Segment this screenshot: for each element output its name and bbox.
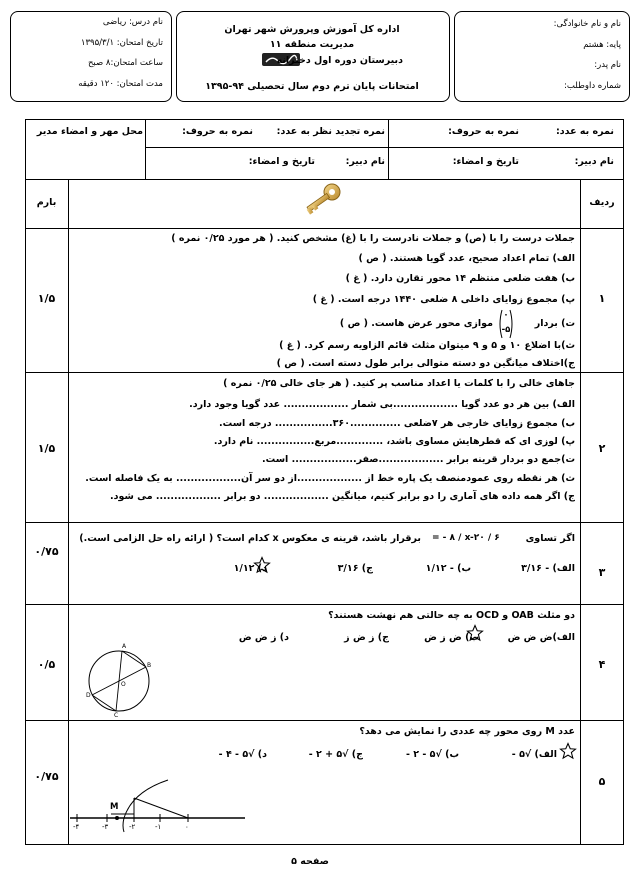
- teacher2-sign-label: تاریخ و امضاء:: [248, 156, 315, 167]
- teacher2-name-label: نام دبیر:: [345, 156, 385, 167]
- q5-option-c: ج) √۵ + ۲ -: [308, 749, 363, 760]
- stamp-label: محل مهر و امضاء مدیر: [36, 126, 143, 137]
- teacher-sign-label: تاریخ و امضاء:: [452, 156, 519, 167]
- row-column-header: ردیف: [589, 197, 615, 208]
- q4-point-o: O: [121, 681, 126, 688]
- key-icon: [300, 182, 344, 222]
- exam-time-label: ساعت امتحان:۸ صبح: [87, 58, 163, 68]
- q1-item-d-prefix: ت) بردار: [534, 318, 575, 329]
- teacher-name-label: نام دبیر:: [574, 156, 614, 167]
- seat-number-label: شماره داوطلب:: [564, 81, 621, 91]
- q2-number: ۲: [598, 442, 606, 455]
- q1-item-c: پ) مجموع زوایای داخلی ۸ ضلعی ۱۴۴۰ درجه است. ( غ ): [312, 294, 575, 305]
- q5-tick-label: -۲: [129, 823, 136, 831]
- grade-label: پایه: هشتم: [583, 40, 621, 50]
- q2-item-a: الف) بین هر دو عدد گویا ..................بی شمار .................. عدد گویا وجود دارد.: [189, 399, 575, 410]
- q5-point-m: M: [110, 802, 119, 812]
- q1-item-e: ث)با اضلاع ۱۰ و ۵ و ۹ میتوان مثلث قائم الزاویه رسم کرد. ( غ ): [279, 340, 575, 351]
- score-digits-label: نمره به عدد:: [555, 126, 614, 137]
- father-name-label: نام پدر:: [594, 60, 621, 70]
- score-column-header: بارم: [36, 197, 57, 208]
- q4-point-d: D: [86, 692, 91, 699]
- q3-equation-right: = - ۸ / x: [432, 533, 471, 543]
- q1-vector-top: ۰: [503, 310, 509, 320]
- district-title: مدیریت منطقه ۱۱: [269, 39, 355, 50]
- q5-option-d: د) √۵ - ۴ -: [218, 749, 267, 760]
- q5-title: عدد M روی محور چه عددی را نمایش می دهد؟: [359, 726, 575, 737]
- q4-option-d: د) ز ض ض: [238, 632, 289, 643]
- q4-number: ۴: [598, 658, 606, 671]
- exam-date-label: تاریخ امتحان: ۱۳۹۵/۳/۱: [80, 38, 163, 48]
- q5-number-line: [70, 774, 246, 834]
- q2-item-f: ج) اگر همه داده های آماری را دو برابر کنیم، میانگین .................. دو برابر .................. می شود.: [110, 491, 575, 502]
- q4-option-b: ب) ض ز ض: [424, 632, 479, 643]
- q2-score: ۱/۵: [37, 442, 56, 455]
- q1-item-f: ج)اختلاف میانگین دو دسته متوالی برابر طول دسته است. ( ص ): [276, 358, 575, 369]
- q3-title-b: برقرار باشد، قرینه ی معکوس x کدام است؟ ( ارائه راه حل الزامی است.): [79, 533, 421, 544]
- q4-option-c: ج) ز ض ز: [344, 632, 389, 643]
- office-title: اداره کل آموزش وپرورش شهر تهران: [224, 24, 400, 35]
- score-letters-label: نمره به حروف:: [448, 126, 519, 137]
- q1-title: جملات درست را با (ص) و جملات نادرست را با (غ) مشخص کنید. ( هر مورد ۰/۲۵ نمره ): [171, 233, 575, 244]
- q5-tick-label: -۱: [155, 823, 162, 831]
- q2-item-e: ث) هر نقطه روی عمودمنصف یک پاره خط از ..................از دو سر آن.................. به یک فاصله است.: [85, 473, 575, 484]
- q5-tick-label: -۳: [102, 823, 109, 831]
- q1-vector: [497, 308, 515, 340]
- q5-score: ۰/۷۵: [34, 770, 59, 783]
- subject-label: نام درس: ریاضی: [102, 17, 163, 27]
- school-title: دبیرستان دوره اول دخترانه: [276, 55, 403, 66]
- q1-item-a: الف) تمام اعداد صحیح، عدد گویا هستند. ( ص ): [358, 253, 575, 264]
- q1-vector-bottom: -۵: [501, 325, 511, 335]
- q4-circle-diagram: [86, 645, 156, 717]
- q3-option-a: الف) - ۳/۱۶: [521, 563, 575, 574]
- q1-score: ۱/۵: [37, 292, 56, 305]
- q3-score: ۰/۷۵: [34, 545, 59, 558]
- q3-option-c: ج) ۳/۱۶: [337, 563, 373, 574]
- q1-number: ۱: [598, 292, 606, 305]
- rescore-digits-label: نمره تجدید نظر به عدد:: [276, 126, 385, 137]
- q5-answer-star-icon: [559, 742, 577, 760]
- exam-duration-label: مدت امتحان: ۱۲۰ دقیقه: [78, 79, 163, 89]
- page-number: صفحه ۵: [291, 856, 329, 867]
- q5-option-a: الف) √۵ -: [511, 749, 557, 760]
- q2-item-c: پ) لوزی ای که قطرهایش مساوی باشد، .............مربع................ نام دارد.: [213, 436, 575, 447]
- q2-item-d: ت)جمع دو بردار قرینه برابر ..................صفر.................. است.: [262, 454, 575, 465]
- exam-title: امتحانات پایان ترم دوم سال تحصیلی ۹۴-۱۳۹۵: [205, 81, 419, 92]
- q4-score: ۰/۵: [37, 658, 56, 671]
- q3-equation-left: -۲۰ / ۶: [470, 533, 500, 543]
- q3-option-b: ب) - ۱/۱۲: [425, 563, 471, 574]
- q5-tick-label: -۴: [73, 823, 80, 831]
- q5-tick-label: ۰: [185, 823, 189, 831]
- q4-option-a: الف)ض ض ض: [507, 632, 575, 643]
- q3-number: ۳: [598, 566, 606, 579]
- q4-point-a: A: [122, 643, 127, 650]
- rescore-letters-label: نمره به حروف:: [182, 126, 253, 137]
- q5-number: ۵: [598, 775, 606, 788]
- q4-point-b: B: [147, 662, 152, 669]
- q3-option-d: د) ۱/۱۲: [233, 563, 267, 574]
- q4-title: دو مثلث OAB و OCD به چه حالتی هم نهشت هستند؟: [328, 610, 575, 621]
- q3-title-a: اگر تساوی: [525, 533, 575, 544]
- q5-option-b: ب) √۵ - ۲ -: [406, 749, 459, 760]
- q1-item-b: ب) هفت ضلعی منتظم ۱۴ محور تقارن دارد. ( غ ): [345, 273, 575, 284]
- q2-title: جاهای خالی را با کلمات یا اعداد مناسب پر کنید. ( هر جای خالی ۰/۲۵ نمره ): [223, 378, 575, 389]
- q1-item-d-suffix: موازی محور عرض هاست. ( ص ): [339, 318, 493, 329]
- q4-point-c: C: [114, 712, 119, 719]
- q2-item-b: ب) مجموع زوایای خارجی هر ۷ضلعی ..............۳۶۰................ درجه است.: [219, 418, 575, 429]
- student-name-label: نام و نام خانوادگی:: [553, 19, 621, 29]
